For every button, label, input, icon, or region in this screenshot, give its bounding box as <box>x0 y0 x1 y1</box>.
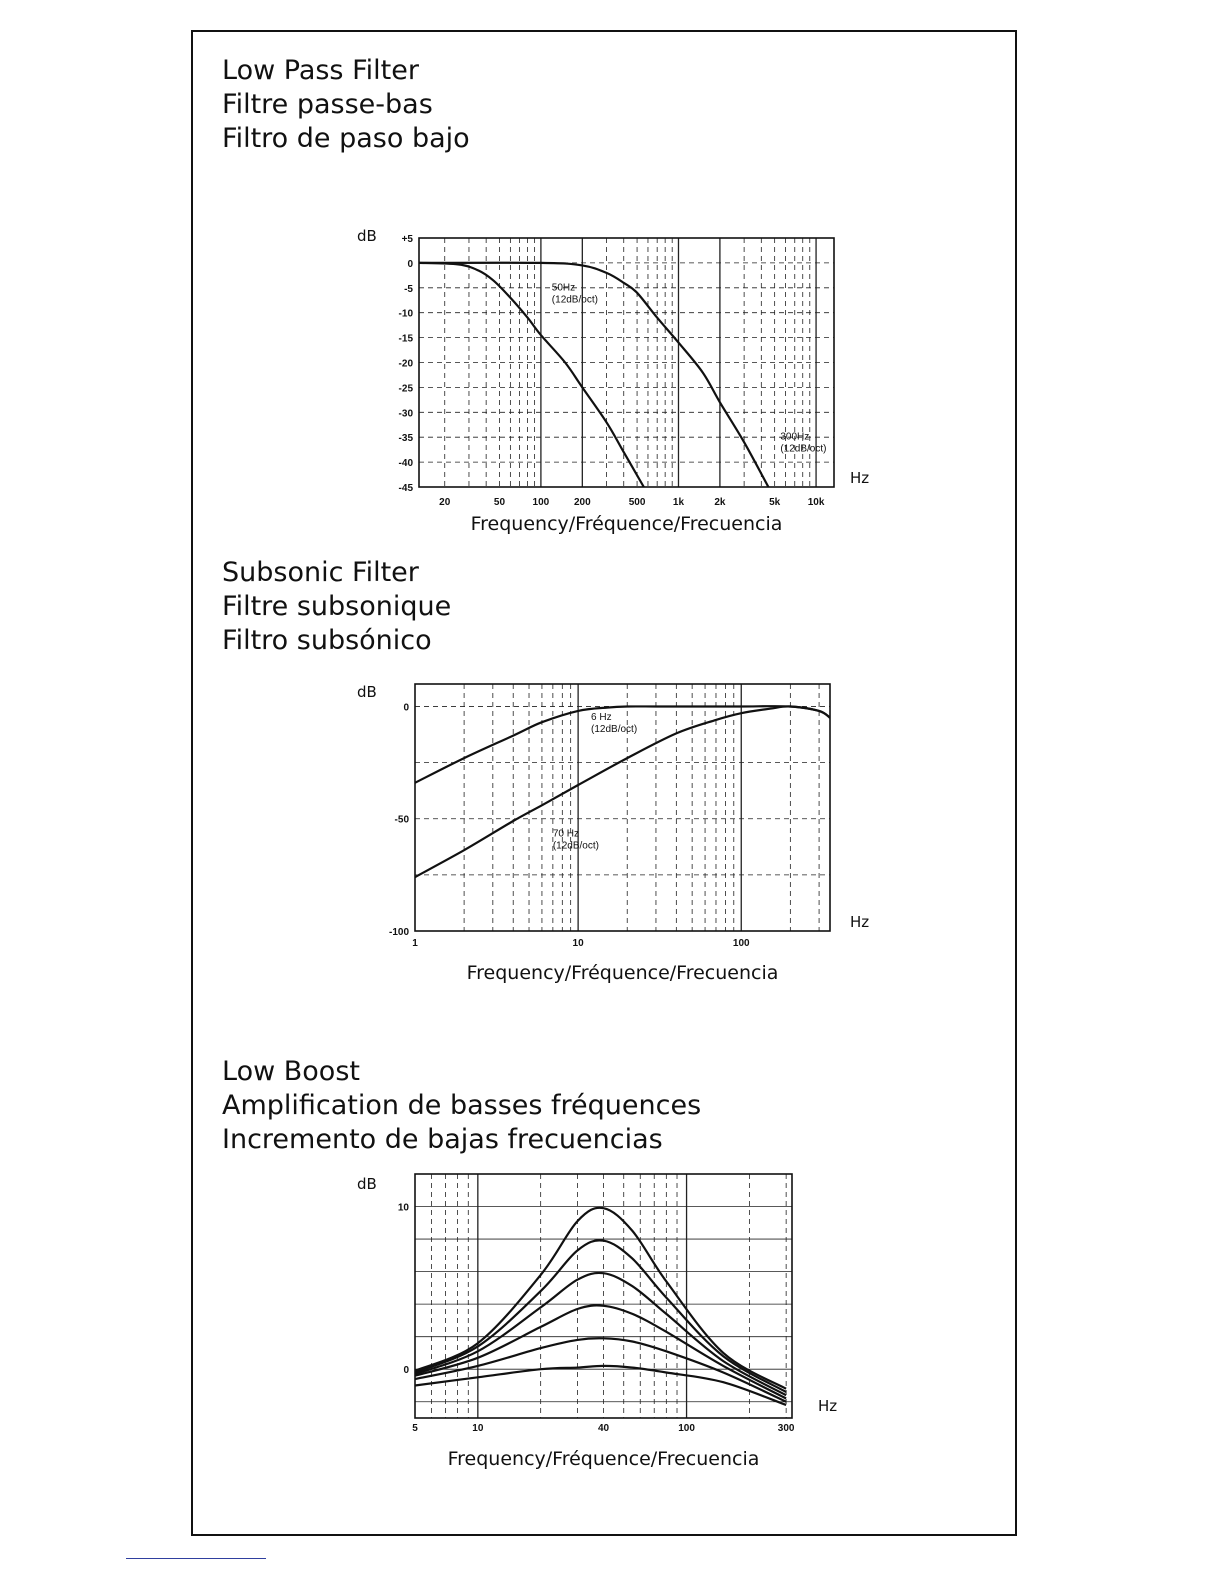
x-axis-unit: Hz <box>850 913 870 931</box>
curve-annotation: 50Hz <box>551 282 576 294</box>
title-line: Incremento de bajas frecuencias <box>222 1124 663 1155</box>
y-axis-unit: dB <box>357 227 377 245</box>
x-tick-label: 10k <box>807 497 825 508</box>
x-axis-label: Frequency/Fréquence/Frecuencia <box>470 513 783 535</box>
y-tick-label: +5 <box>401 234 413 245</box>
y-tick-label: -40 <box>398 458 413 470</box>
title-line: Subsonic Filter <box>222 557 419 588</box>
y-tick-label: -20 <box>398 358 413 370</box>
y-tick-label: 0 <box>407 258 413 270</box>
y-tick-label: -100 <box>388 927 409 938</box>
y-tick-label: -35 <box>398 433 413 445</box>
y-tick-label: -5 <box>404 283 413 295</box>
curve-annotation: 6 Hz <box>591 711 612 723</box>
y-axis-unit: dB <box>357 683 377 701</box>
x-tick-label: 5k <box>769 497 781 508</box>
y-axis-unit: dB <box>357 1175 377 1193</box>
series-line-3 <box>415 1273 786 1395</box>
x-tick-label: 100 <box>732 938 750 949</box>
x-tick-label: 2k <box>714 497 726 508</box>
x-axis-label: Frequency/Fréquence/Frecuencia <box>466 962 779 984</box>
curve-annotation: (12dB/oct) <box>780 443 827 455</box>
x-axis-unit: Hz <box>850 469 870 487</box>
x-tick-label: 20 <box>439 497 451 508</box>
y-tick-label: 0 <box>403 702 409 714</box>
title-line: Filtro de paso bajo <box>222 123 470 154</box>
curve-annotation: 300Hz <box>780 431 810 443</box>
title-line: Low Pass Filter <box>222 55 419 86</box>
x-tick-label: 100 <box>678 1423 695 1434</box>
y-tick-label: -30 <box>398 408 413 420</box>
x-tick-label: 200 <box>573 497 591 508</box>
x-tick-label: 100 <box>532 497 550 508</box>
x-tick-label: 1k <box>672 497 685 508</box>
title-line: Filtro subsónico <box>222 625 432 656</box>
x-axis-unit: Hz <box>818 1397 838 1415</box>
curve-annotation: 70 Hz <box>552 828 579 840</box>
x-axis-label: Frequency/Fréquence/Frecuencia <box>447 1448 760 1470</box>
x-tick-label: 10 <box>572 938 584 949</box>
y-tick-label: -10 <box>398 308 413 320</box>
title-line: Filtre passe-bas <box>222 89 433 120</box>
footer-rule <box>126 1558 266 1559</box>
title-line: Low Boost <box>222 1056 360 1087</box>
curve-annotation: (12dB/oct) <box>552 840 599 852</box>
y-tick-label: -50 <box>394 814 409 826</box>
y-tick-label: -45 <box>398 483 413 494</box>
title-line: Filtre subsonique <box>222 591 452 622</box>
series-line-0 <box>415 1366 786 1405</box>
y-tick-label: 0 <box>403 1365 409 1377</box>
y-tick-label: 10 <box>397 1202 409 1214</box>
title-line: Amplification de basses fréquences <box>222 1090 702 1121</box>
x-tick-label: 40 <box>597 1423 610 1434</box>
x-tick-label: 10 <box>472 1423 484 1434</box>
x-tick-label: 5 <box>412 1423 418 1434</box>
x-tick-label: 500 <box>628 497 646 508</box>
curve-annotation: (12dB/oct) <box>551 294 598 306</box>
x-tick-label: 300 <box>777 1423 795 1434</box>
x-tick-label: 50 <box>493 497 506 508</box>
y-tick-label: -15 <box>398 333 413 345</box>
x-tick-label: 1 <box>412 938 418 949</box>
curve-annotation: (12dB/oct) <box>591 723 638 735</box>
y-tick-label: -25 <box>398 383 413 395</box>
